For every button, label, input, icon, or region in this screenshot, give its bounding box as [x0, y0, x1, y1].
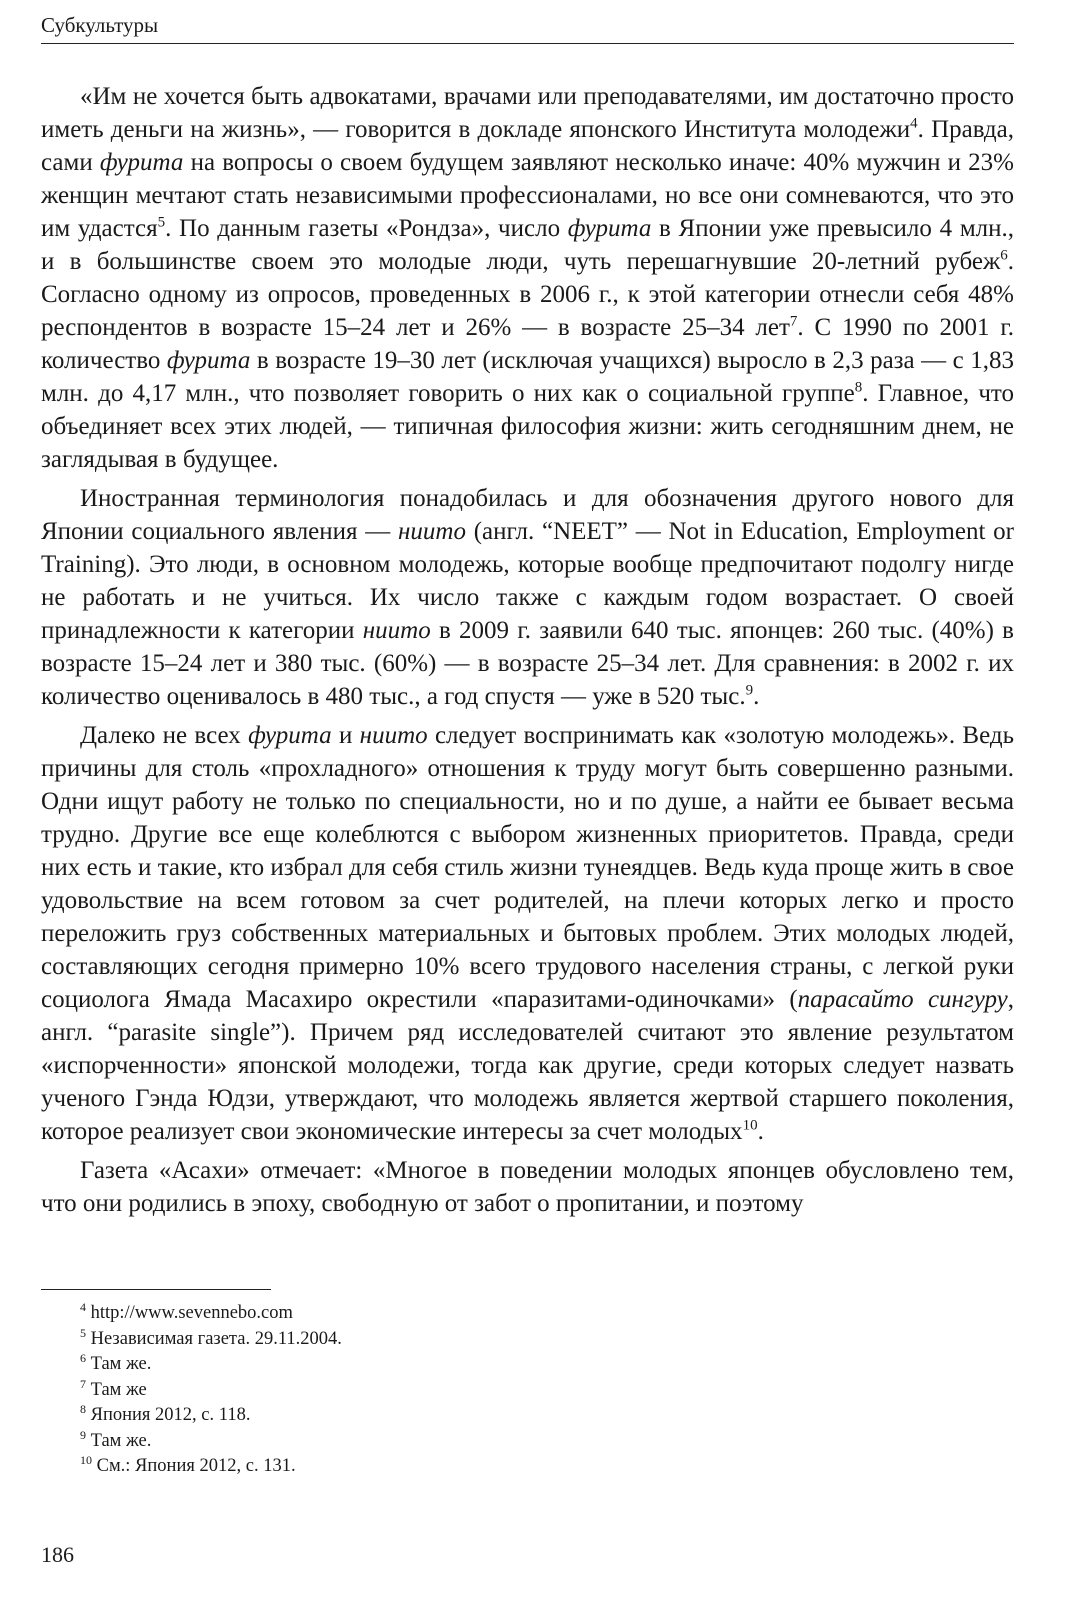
footnote	[80, 1403, 780, 1429]
footnote-text: Там же.	[90, 1430, 152, 1451]
italic-term: ниито	[362, 617, 431, 644]
footnote-number: 9	[80, 1427, 86, 1442]
footnote-ref: 9	[745, 682, 754, 699]
text-run: на вопросы о своем будущем заявляют несколько иначе: 40% мужчин и 23% женщин мечтают стать независимыми профессионалами, но все они сомневаются, что это им удастся	[41, 149, 1014, 242]
footnote-ref: 5	[157, 214, 166, 231]
text-run: Иностранная терминология понадобилась и для обозначения другого нового для Японии социального явления —	[41, 485, 1014, 545]
text-run: Далеко не всех	[80, 722, 249, 749]
footnote	[80, 1327, 780, 1353]
text-run: следует воспринимать как «золотую молодежь». Ведь причины для столь «прохладного» отношения к труду могут быть совершенно разными. Одни ищут работу не только по специальности, но и по душе, а найти ее бывает весьма трудно. Другие все еще колеблются с выбором жизненных приоритетов. Правда, среди них есть и такие, кто избрал для себя стиль жизни тунеядцев. Ведь куда проще жить в свое удовольствие на всем готовом за счет родителей, на плечи которых легко и просто переложить груз собственных материальных и бытовых проблем. Этих молодых людей, составляющих сегодня примерно 10% всего трудового населения страны, с легкой руки социолога Ямада Масахиро окрестили «паразитами-одиночками» (	[41, 722, 1014, 1013]
footnote	[80, 1454, 780, 1480]
text-run: .	[757, 1118, 764, 1145]
text-run: в возрасте 19–30 лет (исключая учащихся) выросло в 2,3 раза — с 1,83 млн. до 4,17 млн., что позволяет говорить о них как о социальной группе	[41, 347, 1014, 407]
paragraph	[41, 80, 1014, 476]
footnotes	[80, 1301, 780, 1480]
footnote	[80, 1352, 780, 1378]
footnote-number: 8	[80, 1401, 86, 1416]
footnote-ref: 10	[742, 1117, 758, 1134]
paragraph	[41, 719, 1014, 1148]
body-text	[41, 80, 1014, 1226]
footnote-rule	[41, 1289, 271, 1290]
footnote-text: Независимая газета. 29.11.2004.	[90, 1328, 342, 1349]
italic-term: парасайто сингуру	[797, 986, 1008, 1013]
footnote-number: 7	[80, 1376, 86, 1391]
text-run: в Японии уже превысило 4 млн., и в большинстве своем это молодые люди, чуть перешагнувшие 20-летний рубеж	[41, 215, 1014, 275]
footnote-text: Там же	[90, 1379, 147, 1400]
text-run: . Правда, сами	[41, 116, 1014, 176]
text-run: , англ. “parasite single”). Причем ряд исследователей считают это явление результатом «испорченности» японской молодежи, тогда как другие, среди которых следует назвать ученого Гэнда Юдзи, утверждают, что молодежь является жертвой старшего поколения, которое реализует свои экономические интересы за счет молодых	[41, 986, 1014, 1145]
footnote-text: Там же.	[90, 1354, 152, 1374]
text-run: в 2009 г. заявили 640 тыс. японцев: 260 тыс. (40%) в возрасте 15–24 лет и 380 тыс. (60%) — в возрасте 25–34 лет. Для сравнения: в 2002 г. их количество оценивалось в 480 тыс., а год спустя — уже в 520 тыс.	[41, 617, 1014, 710]
footnote-text: Япония 2012, с. 118.	[90, 1405, 251, 1425]
paragraph	[41, 482, 1014, 713]
text-run: Газета «Асахи» отмечает: «Многое в поведении молодых японцев обусловлено тем, что они родились в эпоху, свободную от забот о пропитании, и поэтому	[41, 1157, 1014, 1217]
text-run: . Согласно одному из опросов, проведенных в 2006 г., к этой категории отнесли себя 48% респондентов в возрасте 15–24 лет и 26% — в возрасте 25–34 лет	[41, 248, 1014, 341]
text-run: .	[753, 683, 760, 710]
text-run: и	[331, 722, 360, 749]
footnote-ref: 4	[910, 115, 918, 132]
italic-term: фурита	[99, 149, 184, 176]
italic-term: фурита	[166, 347, 251, 374]
text-run: . Главное, что объединяет всех этих людей, — типичная философия жизни: жить сегодняшним днем, не заглядывая в будущее.	[41, 380, 1014, 473]
text-run: . По данным газеты «Рондза», число	[165, 215, 568, 242]
footnote-ref: 8	[854, 379, 863, 396]
footnote	[80, 1429, 780, 1455]
footnote-text: См.: Япония 2012, с. 131.	[96, 1456, 296, 1476]
footnote	[80, 1301, 780, 1327]
text-run: (англ. “NEET” — Not in Education, Employment or Training). Это люди, в основном молодежь, которые вообще предпочитают подолгу нигде не работать и не учиться. Их число также с каждым годом возрастает. О своей принадлежности к категории	[41, 518, 1014, 644]
paragraph	[41, 1154, 1014, 1220]
italic-term: фурита	[567, 215, 652, 242]
footnote-number: 6	[80, 1350, 86, 1365]
footnote-number: 10	[80, 1452, 92, 1467]
page-number: 186	[41, 1542, 74, 1567]
italic-term: ниито	[398, 518, 466, 545]
italic-term: ниито	[359, 722, 428, 749]
footnote-ref: 6	[1000, 247, 1008, 264]
running-head: Субкультуры	[41, 12, 1014, 44]
footnote-ref: 7	[789, 313, 798, 330]
text-run: «Им не хочется быть адвокатами, врачами или преподавателями, им достаточно просто иметь деньги на жизнь», — говорится в докладе японского Института молодежи	[41, 83, 1014, 143]
footnote-text: http://www.sevennebo.com	[90, 1303, 293, 1323]
italic-term: фурита	[248, 722, 332, 749]
footnote-number: 4	[80, 1299, 86, 1314]
footnote	[80, 1378, 780, 1404]
text-run: . С 1990 по 2001 г. количество	[41, 314, 1014, 374]
footnote-number: 5	[80, 1325, 86, 1340]
